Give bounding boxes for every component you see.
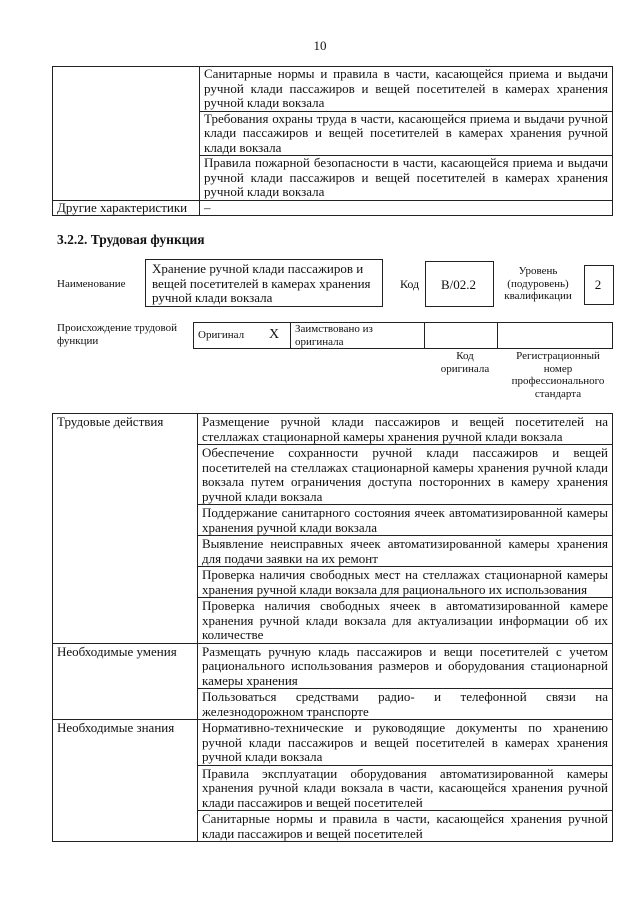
code-caption: Код оригинала (440, 350, 490, 375)
table-cell: Правила эксплуатации оборудования автоматизированной камеры хранения ручной клади вокзала в части, касающейся хранения ручной клади пассажиров и вещей посетителей (198, 765, 613, 811)
top-table (52, 66, 613, 216)
table-cell: Правила пожарной безопасности в части, касающейся приема и выдачи ручной клади пассажиров и вещей посетителей в камерах хранения ручной клади вокзала (200, 156, 613, 201)
table-cell: Санитарные нормы и правила в части, касающейся приема и выдачи ручной клади пассажиров и вещей посетителей в камерах хранения ручной клади вокзала (200, 67, 613, 112)
original-mark: X (258, 323, 291, 349)
table-row (53, 643, 613, 689)
row-label: Необходимые знания (53, 720, 198, 842)
table-cell: – (200, 200, 613, 216)
table-cell: Проверка наличия свободных ячеек в автоматизированной камере хранения ручной клади вокзала для актуализации информации об их количестве (198, 598, 613, 644)
table-cell: Размещение ручной клади пассажиров и вещей посетителей на стеллажах стационарной камеры хранения ручной клади вокзала (198, 414, 613, 445)
name-label: Наименование (57, 278, 126, 290)
borrowed-label: Заимствовано из оригинала (291, 323, 425, 349)
function-name: Хранение ручной клади пассажиров и вещей посетителей в камерах хранения ручной клади вокзала (152, 261, 371, 305)
original-label: Оригинал (194, 323, 259, 349)
row-label: Необходимые умения (53, 643, 198, 720)
table-row (53, 200, 613, 216)
origin-reg-cell (498, 323, 613, 349)
level-value: 2 (594, 277, 602, 292)
origin-code-cell (425, 323, 498, 349)
table-cell: Нормативно-технические и руководящие документы по хранению ручной клади пассажиров и вещей посетителей в камерах хранения ручной клади вокзала (198, 720, 613, 766)
page-number: 10 (313, 38, 327, 53)
table-row (53, 720, 613, 766)
code-value: В/02.2 (440, 277, 477, 292)
table-cell: Выявление неисправных ячеек автоматизированной камеры хранения для подачи заявки на их ремонт (198, 536, 613, 567)
section-title: 3.2.2. Трудовая функция (57, 232, 205, 247)
table-cell: Поддержание санитарного состояния ячеек автоматизированной камеры хранения ручной клади вокзала (198, 505, 613, 536)
reg-caption: Регистрационный номер профессионального стандарта (511, 350, 605, 400)
table-cell: Проверка наличия свободных мест на стеллажах стационарной камеры хранения ручной клади вокзала для рационального их использования (198, 567, 613, 598)
table-cell: Требования охраны труда в части, касающейся приема и выдачи ручной клади пассажиров и вещей посетителей в камерах хранения ручной клади вокзала (200, 111, 613, 156)
table-cell: Размещать ручную кладь пассажиров и вещи посетителей с учетом рационального использования размеров и оборудования стационарной камеры хранения (198, 643, 613, 689)
code-label: Код (400, 277, 420, 291)
table-cell: Пользоваться средствами радио- и телефонной связи на железнодорожном транспорте (198, 689, 613, 720)
origin-table (193, 322, 613, 349)
origin-label: Происхождение трудовой функции (57, 322, 178, 347)
table-cell: Санитарные нормы и правила в части, касающейся хранения ручной клади пассажиров и вещей посетителей (198, 811, 613, 842)
level-label: Уровень (подуровень) квалификации (504, 265, 572, 302)
row-label: Другие характеристики (53, 200, 200, 216)
table-row (53, 67, 613, 112)
main-table (52, 413, 613, 842)
table-row (53, 414, 613, 445)
empty-label-cell (53, 67, 200, 201)
table-cell: Обеспечение сохранности ручной клади пассажиров и вещей посетителей на стеллажах стационарной камеры хранения ручной клади вокзала путем ограничения доступа посторонних в камеру хранения ручной клади вокзала (198, 445, 613, 505)
row-label: Трудовые действия (53, 414, 198, 644)
